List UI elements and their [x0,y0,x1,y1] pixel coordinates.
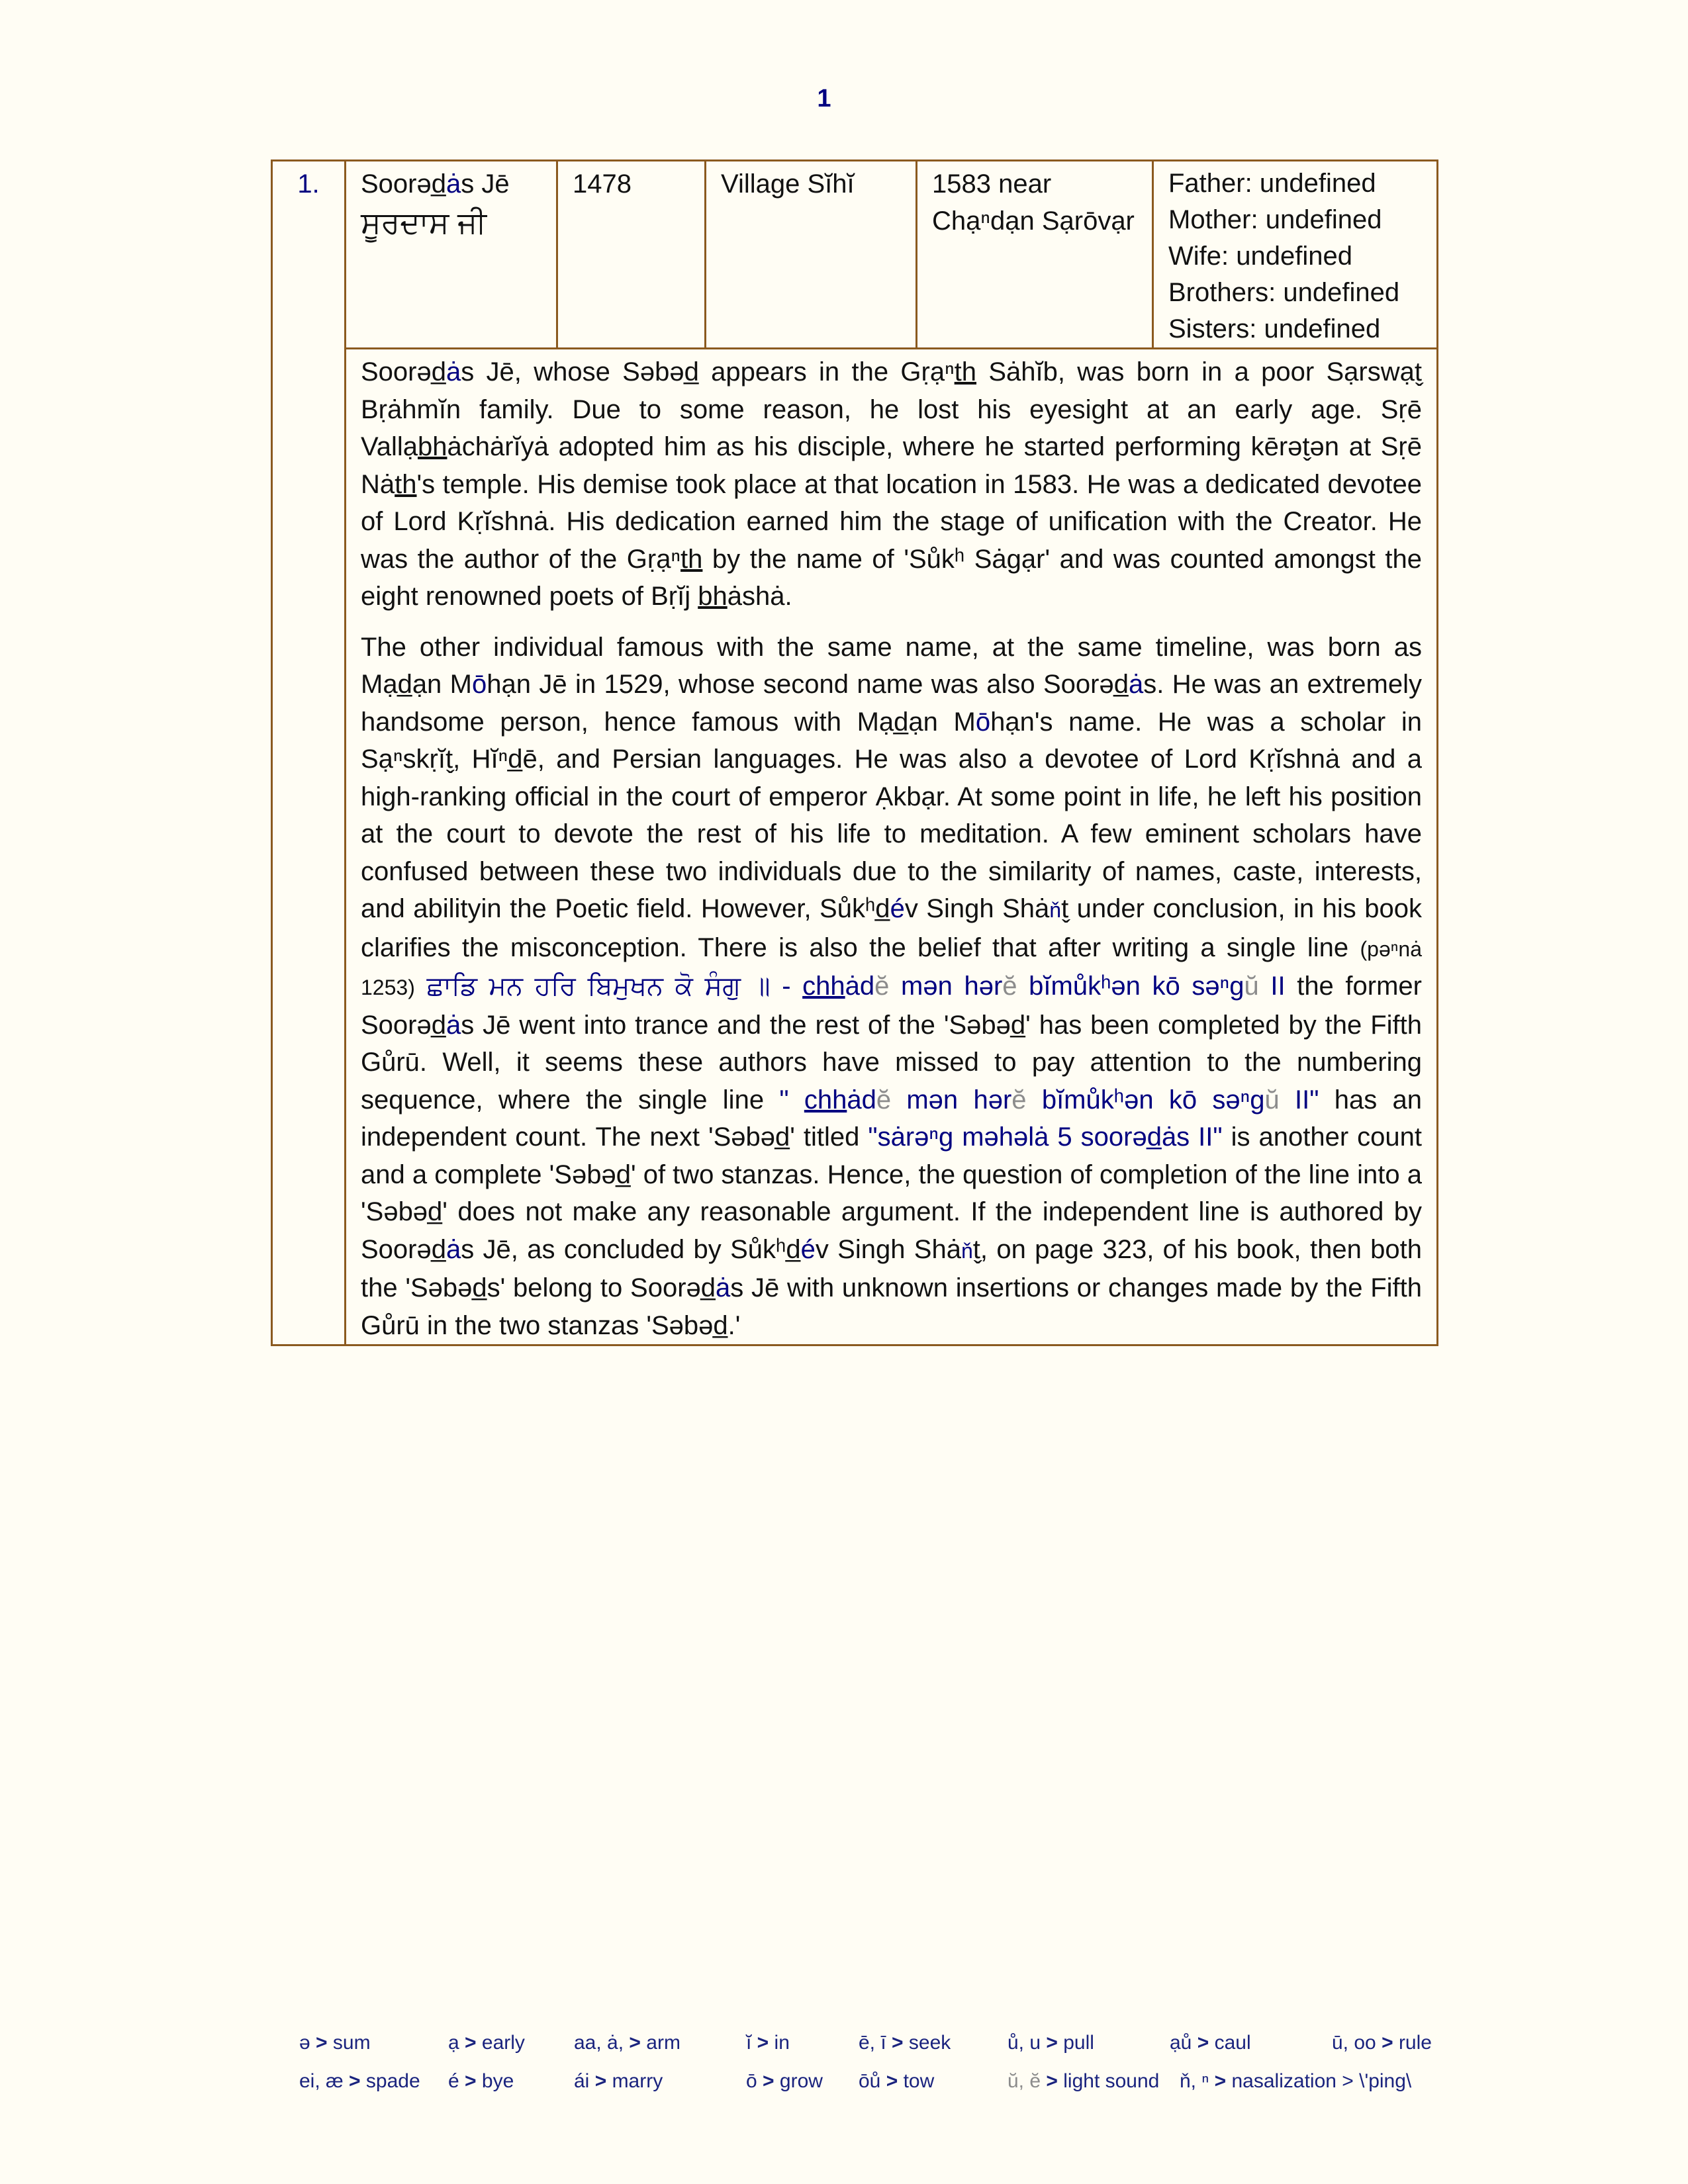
family-mother: Mother: undefined [1168,205,1382,234]
family-sisters: Sisters: undefined [1168,314,1381,343]
key-sound: tow [903,2070,935,2092]
key-symbol: ei, æ [299,2070,344,2092]
name-gurmukhi: ਸੂਰਦਾਸ ਜੀ [361,205,487,240]
key-symbol: ə [299,2032,310,2054]
key-sound: sum [332,2032,371,2054]
family-cell [1153,161,1438,349]
name-part: s Jē [461,169,510,199]
pronunciation-key-item: ů, u > pull [1008,2032,1094,2054]
key-sound: marry [612,2070,663,2092]
family-father: Father: undefined [1168,169,1376,198]
name-part-accent: ȧ [445,169,461,199]
family-brothers: Brothers: undefined [1168,278,1400,307]
biography-paragraph-2: The other individual famous with the same name, at the same timeline, was born as Mạd̲ạn Mōhạn Jē in 1529, whose second name was also Soorəd̲ȧs. He was an extremely handsome person, hence famous with Mạd̲ạn Mōhạn's name. He was a scholar in Sạⁿskṛĭt̬, Hĭⁿd̲ē, and Persian languages. He was also a devotee of Lord Kṛĭshnȧ and a high-ranking official in the court of emperor Ạkbạr. At some point in life, he left his position at the court to devote the rest of his life to meditation. A few eminent scholars have confused between these two individuals due to the similarity of names, caste, interests, and abilityin the Poetic field. However, Sůkʰd̲év Singh Shȧňt̬ under conclusion, in his book clarifies the misconception. There is also the belief that after writing a single line (pəⁿnȧ 1253) ਛਾਡਿ ਮਨ ਹਰਿ ਬਿਮੁਖਨ ਕੋ ਸੰਗੁ ॥ - chhȧdĕ mən hərĕ bĭmůkʰən kō səⁿgŭ II the former Soorəd̲ȧs Jē went into trance and the rest of the 'Səbəd̲' has been completed by the Fifth Gůrū. Well, it seems these authors have missed to pay attention to the numbering sequence, where the single line " chhȧdĕ mən hərĕ bĭmůkʰən kō səⁿgŭ II" has an independent count. The next 'Səbəd̲' titled "sȧrəⁿg məhəlȧ 5 soorəd̲ȧs II" is another count and a complete 'Səbəd̲' of two stanzas. Hence, the question of completion of the line into a 'Səbəd̲' does not make any reasonable argument. If the independent line is authored by Soorəd̲ȧs Jē, as concluded by Sůkʰd̲év Singh Shȧňt̬, on page 323, of his book, then both the 'Səbəd̲s' belong to Soorəd̲ȧs Jē with unknown insertions or changes made by the Fifth Gůrū in the two stanzas 'Səbəd̲.' [361,632,1423,1340]
key-symbol: ů, u [1008,2032,1041,2054]
key-symbol: é [448,2070,459,2092]
key-symbol: ái [574,2070,590,2092]
pronunciation-key-item: ō > grow [746,2070,823,2092]
family-wife: Wife: undefined [1168,242,1352,271]
key-sound: grow [779,2070,823,2092]
key-sound: pull [1063,2032,1094,2054]
pronunciation-key-item: aa, ȧ, > arm [574,2032,680,2054]
pronunciation-key-row-1 [299,2024,1491,2062]
biography-text-cell [346,349,1438,1345]
key-symbol: ō [746,2070,757,2092]
biography-table [271,159,1438,1346]
gurbani-quote: ਛਾਡਿ ਮਨ ਹਰਿ ਬਿਮੁਖਨ ਕੋ ਸੰਗੁ [426,972,741,1001]
key-sound: spade [365,2070,420,2092]
entry-body-row [272,349,1438,1345]
name-roman [361,165,541,203]
name-part: Soorəd̲ [361,169,446,199]
pronunciation-key-item: ái > marry [574,2070,663,2092]
key-sound: arm [646,2032,680,2054]
pronunciation-key-item: ŭ, ĕ > light sound [1008,2070,1160,2092]
pronunciation-key-item: ē, ī > seek [859,2032,951,2054]
key-sound: rule [1398,2032,1432,2054]
key-sound: early [481,2032,525,2054]
entry-header-row [272,161,1438,349]
key-symbol: ōů [859,2070,881,2092]
key-symbol: ū, oo [1332,2032,1376,2054]
pronunciation-key-item: ei, æ > spade [299,2070,420,2092]
pronunciation-key-item: ōů > tow [859,2070,935,2092]
pronunciation-key [299,2024,1491,2101]
birth-year: 1478 [573,169,632,199]
key-sound: bye [481,2070,514,2092]
pronunciation-key-item: é > bye [448,2070,514,2092]
birth-place: Village Sĭhĭ [721,169,855,199]
key-sound: seek [908,2032,951,2054]
pronunciation-key-item: ạ > early [448,2032,525,2054]
sabad-title-quote: "sȧrəⁿg məhəlȧ 5 soorəd̲ȧs II" [868,1122,1223,1152]
key-symbol: ŭ, ĕ [1008,2070,1041,2092]
serial-number: 1. [297,169,320,199]
birth-year-cell [557,161,706,349]
death-cell [917,161,1153,349]
name-cell [346,161,557,349]
pronunciation-key-item: ə > sum [299,2032,371,2054]
key-sound: caul [1214,2032,1251,2054]
key-symbol: ē, ī [859,2032,886,2054]
key-symbol: ạů [1170,2032,1192,2054]
death-year-line: 1583 near [932,169,1052,199]
serial-number-cell [272,161,346,1345]
key-symbol: ĭ [746,2032,752,2054]
key-sound: in [774,2032,790,2054]
pronunciation-key-row-2 [299,2062,1491,2101]
birth-place-cell [706,161,917,349]
pronunciation-key-item: ū, oo > rule [1332,2032,1432,2054]
key-sound: light sound [1063,2070,1160,2092]
key-sound: nasalization > \'ping\ [1231,2070,1412,2092]
pronunciation-key-item: ň, ⁿ > nasalization > \'ping\ [1180,2070,1412,2092]
pronunciation-key-item: ĭ > in [746,2032,790,2054]
key-symbol: ạ [448,2032,459,2054]
biography-paragraph-1: Soorəd̲ȧs Jē, whose Səbəd̲ appears in the Gṛạⁿth Sȧhĭb, was born in a poor Sạrswạt̬ Bṛȧhmĭn family. Due to some reason, he lost his eyesight at an early age. Sṛē Vallạbhȧchȧrĭyȧ adopted him as his disciple, where he started performing kērət̬ən at Sṛē Nȧth's temple. His demise took place at that location in 1583. He was a dedicated devotee of Lord Kṛĭshnȧ. His dedication earned him the stage of unification with the Creator. He was the author of the Gṛạⁿth by the name of 'Sůkʰ Sȧgạr' and was counted amongst the eight renowned poets of Bṛĭj bhȧshȧ. [361,357,1422,611]
death-place-line: Chạⁿdạn Sạrōvạr [932,206,1135,236]
key-symbol: ň, ⁿ [1180,2070,1209,2092]
pronunciation-key-item: ạů > caul [1170,2032,1251,2054]
key-symbol: aa, ȧ, [574,2032,624,2054]
page-number: 1 [817,85,831,113]
